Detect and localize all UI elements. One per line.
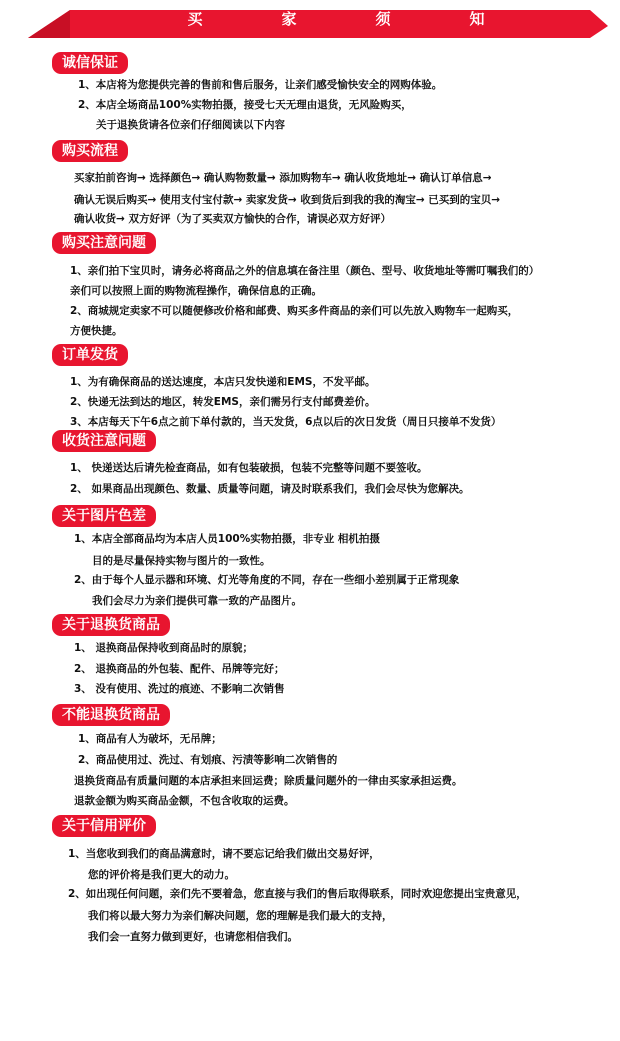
- section-label: 购买注意问题: [52, 232, 156, 254]
- text-line: 1、为有确保商品的送达速度，本店只发快递和EMS，不发平邮。: [70, 376, 376, 388]
- text-line: 退款金额为购买商品金额，不包含收取的运费。: [74, 795, 295, 807]
- text-line: 亲们可以按照上面的购物流程操作，确保信息的正确。: [70, 285, 322, 297]
- text-line: 我们将以最大努力为亲们解决问题，您的理解是我们最大的支持，: [88, 910, 393, 922]
- banner-char-3: 须: [375, 10, 391, 28]
- text-line: 买家拍前咨询→ 选择颜色→ 确认购物数量→ 添加购物车→ 确认收货地址→ 确认订单信息→: [74, 172, 492, 184]
- text-line: 3、本店每天下午6点之前下单付款的，当天发货，6点以后的次日发货（周日只接单不发货）: [70, 416, 502, 428]
- text-line: 目的是尽量保持实物与图片的一致性。: [92, 555, 271, 567]
- text-line: 3、 没有使用、洗过的痕迹、不影响二次销售: [74, 683, 285, 695]
- section-label: 诚信保证: [52, 52, 128, 74]
- text-line: 2、商品使用过、洗过、有划痕、污渍等影响二次销售的: [78, 754, 338, 766]
- banner: [0, 0, 620, 44]
- section-label: 不能退换货商品: [52, 704, 170, 726]
- banner-char-4: 知: [469, 10, 485, 28]
- banner-ribbon-tail-left: [28, 10, 70, 38]
- text-line: 1、 退换商品保持收到商品时的原貌；: [74, 642, 253, 654]
- text-line: 1、商品有人为破坏，无吊牌；: [78, 733, 222, 745]
- section-label: 收货注意问题: [52, 430, 156, 452]
- text-line: 2、 如果商品出现颜色、数量、质量等问题，请及时联系我们，我们会尽快为您解决。: [70, 483, 470, 495]
- banner-ribbon-shape: [28, 10, 608, 38]
- section-label: 关于退换货商品: [52, 614, 170, 636]
- text-line: 方便快捷。: [70, 325, 123, 337]
- text-line: 关于退换货请各位亲们仔细阅读以下内容: [96, 119, 285, 131]
- text-line: 退换货商品有质量问题的本店承担来回运费；除质量问题外的一律由买家承担运费。: [74, 775, 463, 787]
- text-line: 确认收货→ 双方好评（为了买卖双方愉快的合作，请误必双方好评）: [74, 213, 391, 225]
- text-line: 1、本店将为您提供完善的售前和售后服务，让亲们感受愉快安全的网购体验。: [78, 79, 443, 91]
- text-line: 2、快递无法到达的地区，转发EMS，亲们需另行支付邮费差价。: [70, 396, 376, 408]
- section-label: 购买流程: [52, 140, 128, 162]
- banner-char-2: 家: [281, 10, 297, 28]
- text-line: 1、 快递送达后请先检查商品，如有包装破损，包装不完整等问题不要签收。: [70, 462, 428, 474]
- text-line: 2、 退换商品的外包装、配件、吊牌等完好；: [74, 663, 285, 675]
- section-label: 关于图片色差: [52, 505, 156, 527]
- banner-ribbon-graphic: [0, 0, 620, 44]
- text-line: 1、当您收到我们的商品满意时，请不要忘记给我们做出交易好评，: [68, 848, 380, 860]
- banner-char-1: 买: [187, 10, 203, 28]
- text-line: 您的评价将是我们更大的动力。: [88, 869, 235, 881]
- text-line: 1、亲们拍下宝贝时，请务必将商品之外的信息填在备注里（颜色、型号、收货地址等需叮嘱我们的）: [70, 265, 540, 277]
- text-line: 2、本店全场商品100%实物拍摄，接受七天无理由退货，无风险购买，: [78, 99, 412, 111]
- text-line: 2、由于每个人显示器和环境、灯光等角度的不同，存在一些细小差别属于正常现象: [74, 574, 460, 586]
- text-line: 2、商城规定卖家不可以随便修改价格和邮费、购买多件商品的亲们可以先放入购物车一起购买，: [70, 305, 519, 317]
- text-line: 我们会尽力为亲们提供可靠一致的产品图片。: [92, 595, 302, 607]
- text-line: 2、如出现任何问题，亲们先不要着急，您直接与我们的售后取得联系，同时欢迎您提出宝贵意见，: [68, 888, 527, 900]
- section-label: 订单发货: [52, 344, 128, 366]
- section-label: 关于信用评价: [52, 815, 156, 837]
- text-line: 1、本店全部商品均为本店人员100%实物拍摄，非专业 相机拍摄: [74, 533, 380, 545]
- text-line: 我们会一直努力做到更好，也请您相信我们。: [88, 931, 298, 943]
- text-line: 确认无误后购买→ 使用支付宝付款→ 卖家发货→ 收到货后到我的我的淘宝→ 已买到的宝贝→: [74, 194, 501, 206]
